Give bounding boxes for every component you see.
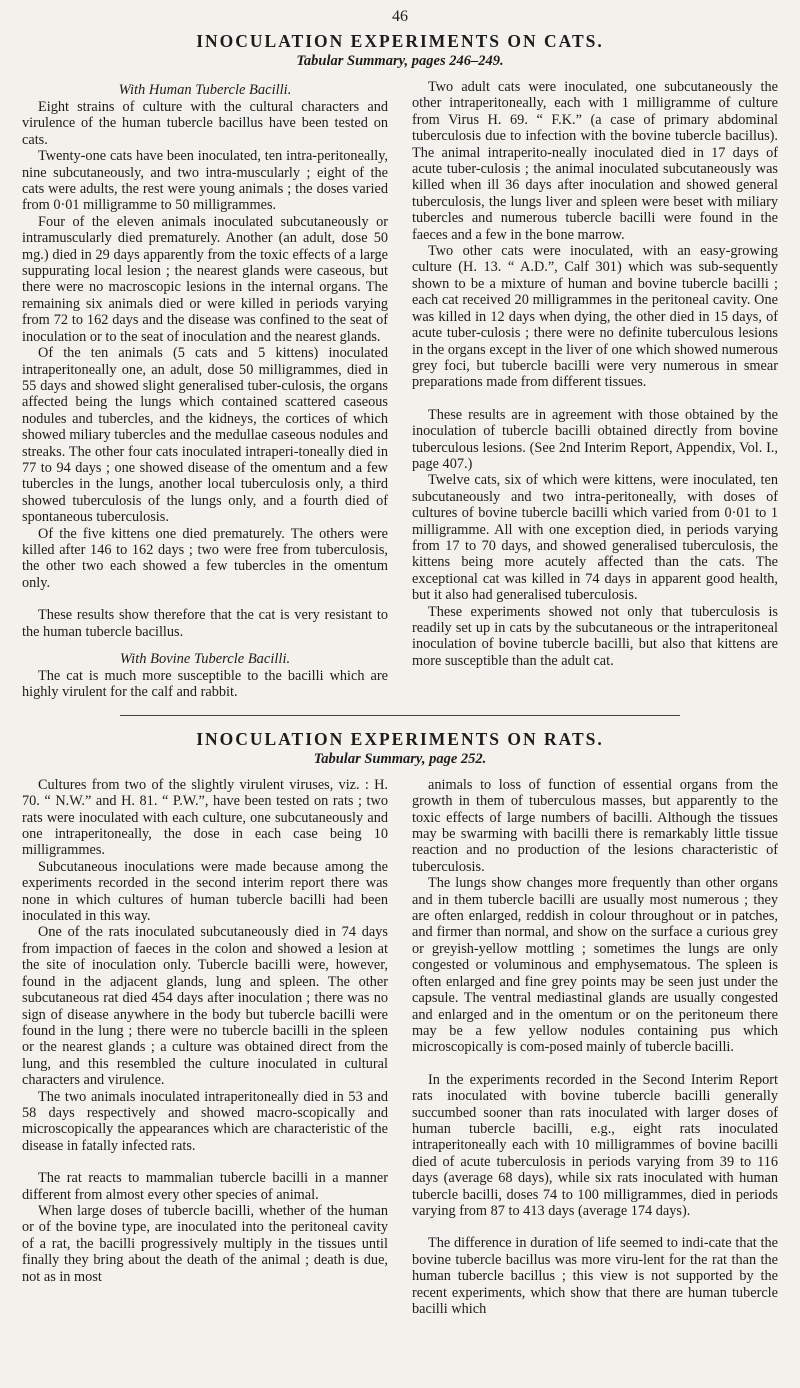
paragraph: Two other cats were inoculated, with an easy-growing culture (H. 13. “ A.D.”, Calf 301) which was sub-sequently shown to be a mixture of human and bovine tubercle bacilli ; each cat received 20 milligrammes in the peritoneal cavity. One was killed in 12 days when dying, the other died in 15 days, of acute tuber-culosis ; there were no definite tuberculous lesions in the organs except in the liver of one which showed numerous grey foci, but tubercle bacilli were very numerous in smear preparations made from different tissues. [412, 243, 778, 391]
paragraph: Twenty-one cats have been inoculated, ten intra-peritoneally, nine subcutaneously, and two intra-muscularly ; eight of the cats were adults, the rest were young animals ; the doses varied from 0·01 milligramme to 50 milligrammes. [22, 148, 388, 214]
cats-columns [22, 79, 778, 701]
paragraph: Two adult cats were inoculated, one subcutaneously the other intraperitoneally, each with 1 milligramme of culture from Virus H. 69. “ F.K.” (a case of primary abdominal tuberculosis due to infection with the bovine tubercle bacillus). The animal intraperito-neally inoculated died in 17 days of acute tuber-culosis ; the animal inoculated subcutaneously was killed when ill 36 days after inoculation and showed general tuberculosis, the lungs liver and spleen were beset with miliary tubercles and numerous tubercle bacilli were found in the faeces and a few in the bone marrow. [412, 79, 778, 243]
paragraph: These experiments showed not only that tuberculosis is readily set up in cats by the subcutaneous or the intraperitoneal inoculation of bovine tubercle bacilli, but also that kittens are more susceptible than the adult cat. [412, 603, 778, 669]
cats-section [22, 30, 778, 701]
rats-columns [22, 777, 778, 1318]
paragraph: Four of the eleven animals inoculated subcutaneously or intramuscularly died prematurely. Another (an adult, dose 50 mg.) died in 29 days apparently from the toxic effects of a large suppurating local lesion ; the nearest glands were caseous, but there were no macroscopic lesions in the internal organs. The remaining six animals died or were killed in periods varying from 72 to 162 days and the disease was confined to the seat of inoculation or to the seat of inoculation and the nearest glands. [22, 213, 388, 345]
rats-section [22, 728, 778, 1318]
rats-section-subtitle: Tabular Summary, page 252. [313, 750, 487, 767]
paragraph: The difference in duration of life seemed to indi-cate that the bovine tubercle bacillus was more viru-lent for the rat than the human tubercle bacillus ; this view is not supported by the recent experiments, which show that there are human tubercle bacilli which [412, 1235, 778, 1317]
paragraph: Of the five kittens one died prematurely. The others were killed after 146 to 162 days ; two were free from tuberculosis, the other two each showed a few tubercles in the omentum only. [22, 525, 388, 591]
paragraph: When large doses of tubercle bacilli, whether of the human or of the bovine type, are inoculated into the peritoneal cavity of a rat, the bacilli progressively multiply in the tissues until finally they bring about the death of the animal ; death is due, not as in most [22, 1202, 388, 1285]
paragraph: Cultures from two of the slightly virulent viruses, viz. : H. 70. “ N.W.” and H. 81. “ P.W.”, have been tested on rats ; two rats were inoculated with each culture, one subcutaneously and one intraperitoneally, the dose in each case being 10 milligrammes. [22, 776, 388, 859]
cats-right-column [412, 79, 778, 701]
paragraph: The lungs show changes more frequently than other organs and in them tubercle bacilli are usually most numerous ; they are often enlarged, reddish in colour throughout or in patches, and firmer than normal, and show on the surface a curious grey or greyish-yellow mottling ; sometimes the lungs are only congested or voluminous and emphysematous. The spleen is often enlarged and fine grey points may be seen just under the capsule. The ventral mediastinal glands are usually congested and enlarged and in the omentum or on the peritoneum there may be a few yellow nodules containing pus which microscopically is com-posed mainly of tubercle bacilli. [412, 875, 778, 1056]
heading-bovine-bacilli: With Bovine Tubercle Bacilli. [119, 651, 291, 667]
paragraph: Twelve cats, six of which were kittens, were inoculated, ten subcutaneously and two intra-peritoneally, with doses of cultures of bovine tubercle bacilli which varied from 0·01 to 1 milligramme. All with one exception died, in periods varying from 17 to 70 days, and showed generalised tuberculosis, the kittens being more acutely affected than the cats. The exceptional cat was killed in 74 days in apparent good health, but it also had generalised tuberculosis. [412, 472, 778, 604]
paragraph: The two animals inoculated intraperitoneally died in 53 and 58 days respectively and showed macro-scopically and microscopically the appearances which are characteristic of the disease in fatally infected rats. [22, 1088, 388, 1154]
paragraph: These results show therefore that the cat is very resistant to the human tubercle bacillus. [22, 607, 388, 640]
page-number: 46 [392, 8, 408, 25]
paragraph: These results are in agreement with those obtained by the inoculation of tubercle bacilli obtained directly from bovine tuberculous lesions. (See 2nd Interim Report, Appendix, Vol. I., page 407.) [412, 406, 778, 472]
paragraph: In the experiments recorded in the Second Interim Report rats inoculated with bovine tubercle bacilli generally succumbed sooner than rats inoculated with larger doses of human tubercle bacilli, e.g., eight rats inoculated intraperitoneally each with 10 milligrammes of bovine bacilli died of acute tuberculosis in periods varying from 39 to 116 days (average 68 days), while six rats inoculated with human tubercle bacilli, doses 74 to 100 milligrammes, died in periods varying from 87 to 413 days (average 174 days). [412, 1071, 778, 1219]
rats-section-title: INOCULATION EXPERIMENTS ON RATS. [196, 728, 604, 749]
paragraph: The cat is much more susceptible to the bacilli which are highly virulent for the calf and rabbit. [22, 668, 388, 701]
paragraph: The rat reacts to mammalian tubercle bacilli in a manner different from almost every other species of animal. [22, 1170, 388, 1203]
paragraph: One of the rats inoculated subcutaneously died in 74 days from impaction of faeces in the colon and showed a lesion at the site of inoculation only. Tubercle bacilli were, however, found in the adjacent glands, lung and spleen. The other subcutaneous rat died 454 days after inoculation ; there was no sign of disease anywhere in the body but tubercle bacilli were found in the lung ; there were no tubercle bacilli in the spleen or the nearest glands ; a culture was obtained direct from the lung, and this resembled the culture inoculated in cultural characters and virulence. [22, 924, 388, 1089]
paragraph: animals to loss of function of essential organs from the growth in them of tuberculous masses, but apparently to the toxic effects of large numbers of bacilli. Although the tissues may be swarming with bacilli there is remarkably little tissue reaction and no production of the lesions characteristic of tuberculosis. [412, 776, 778, 875]
section-divider [120, 715, 680, 716]
paragraph: Eight strains of culture with the cultural characters and virulence of the human tubercle bacillus have been tested on cats. [22, 99, 388, 148]
rats-left-column [22, 777, 388, 1318]
cats-section-subtitle: Tabular Summary, pages 246–249. [296, 53, 504, 69]
cats-left-column [22, 79, 388, 701]
paragraph: Subcutaneous inoculations were made because among the experiments recorded in the second interim report there was none in which cultures of human tubercle bacilli had been inoculated in this way. [22, 858, 388, 925]
heading-human-bacilli: With Human Tubercle Bacilli. [118, 82, 292, 98]
paragraph: Of the ten animals (5 cats and 5 kittens) inoculated intraperitoneally one, an adult, dose 50 milligrammes, died in 55 days and showed slight generalised tuber-culosis, the organs affected being the lungs which contained scattered caseous nodules and tubercles, and the kidneys, the cortices of which showed miliary tubercles and the medullae caseous nodules and streaks. The other four cats inoculated intraperi-toneally died in 77 to 94 days ; one showed disease of the omentum and a few tubercles in the lungs, another local tuberculosis only, a third showed tuberculosis of the lungs only, and a fourth died of spontaneous tuberculosis. [22, 345, 388, 526]
cats-section-title: INOCULATION EXPERIMENTS ON CATS. [196, 31, 604, 51]
rats-right-column [412, 777, 778, 1318]
